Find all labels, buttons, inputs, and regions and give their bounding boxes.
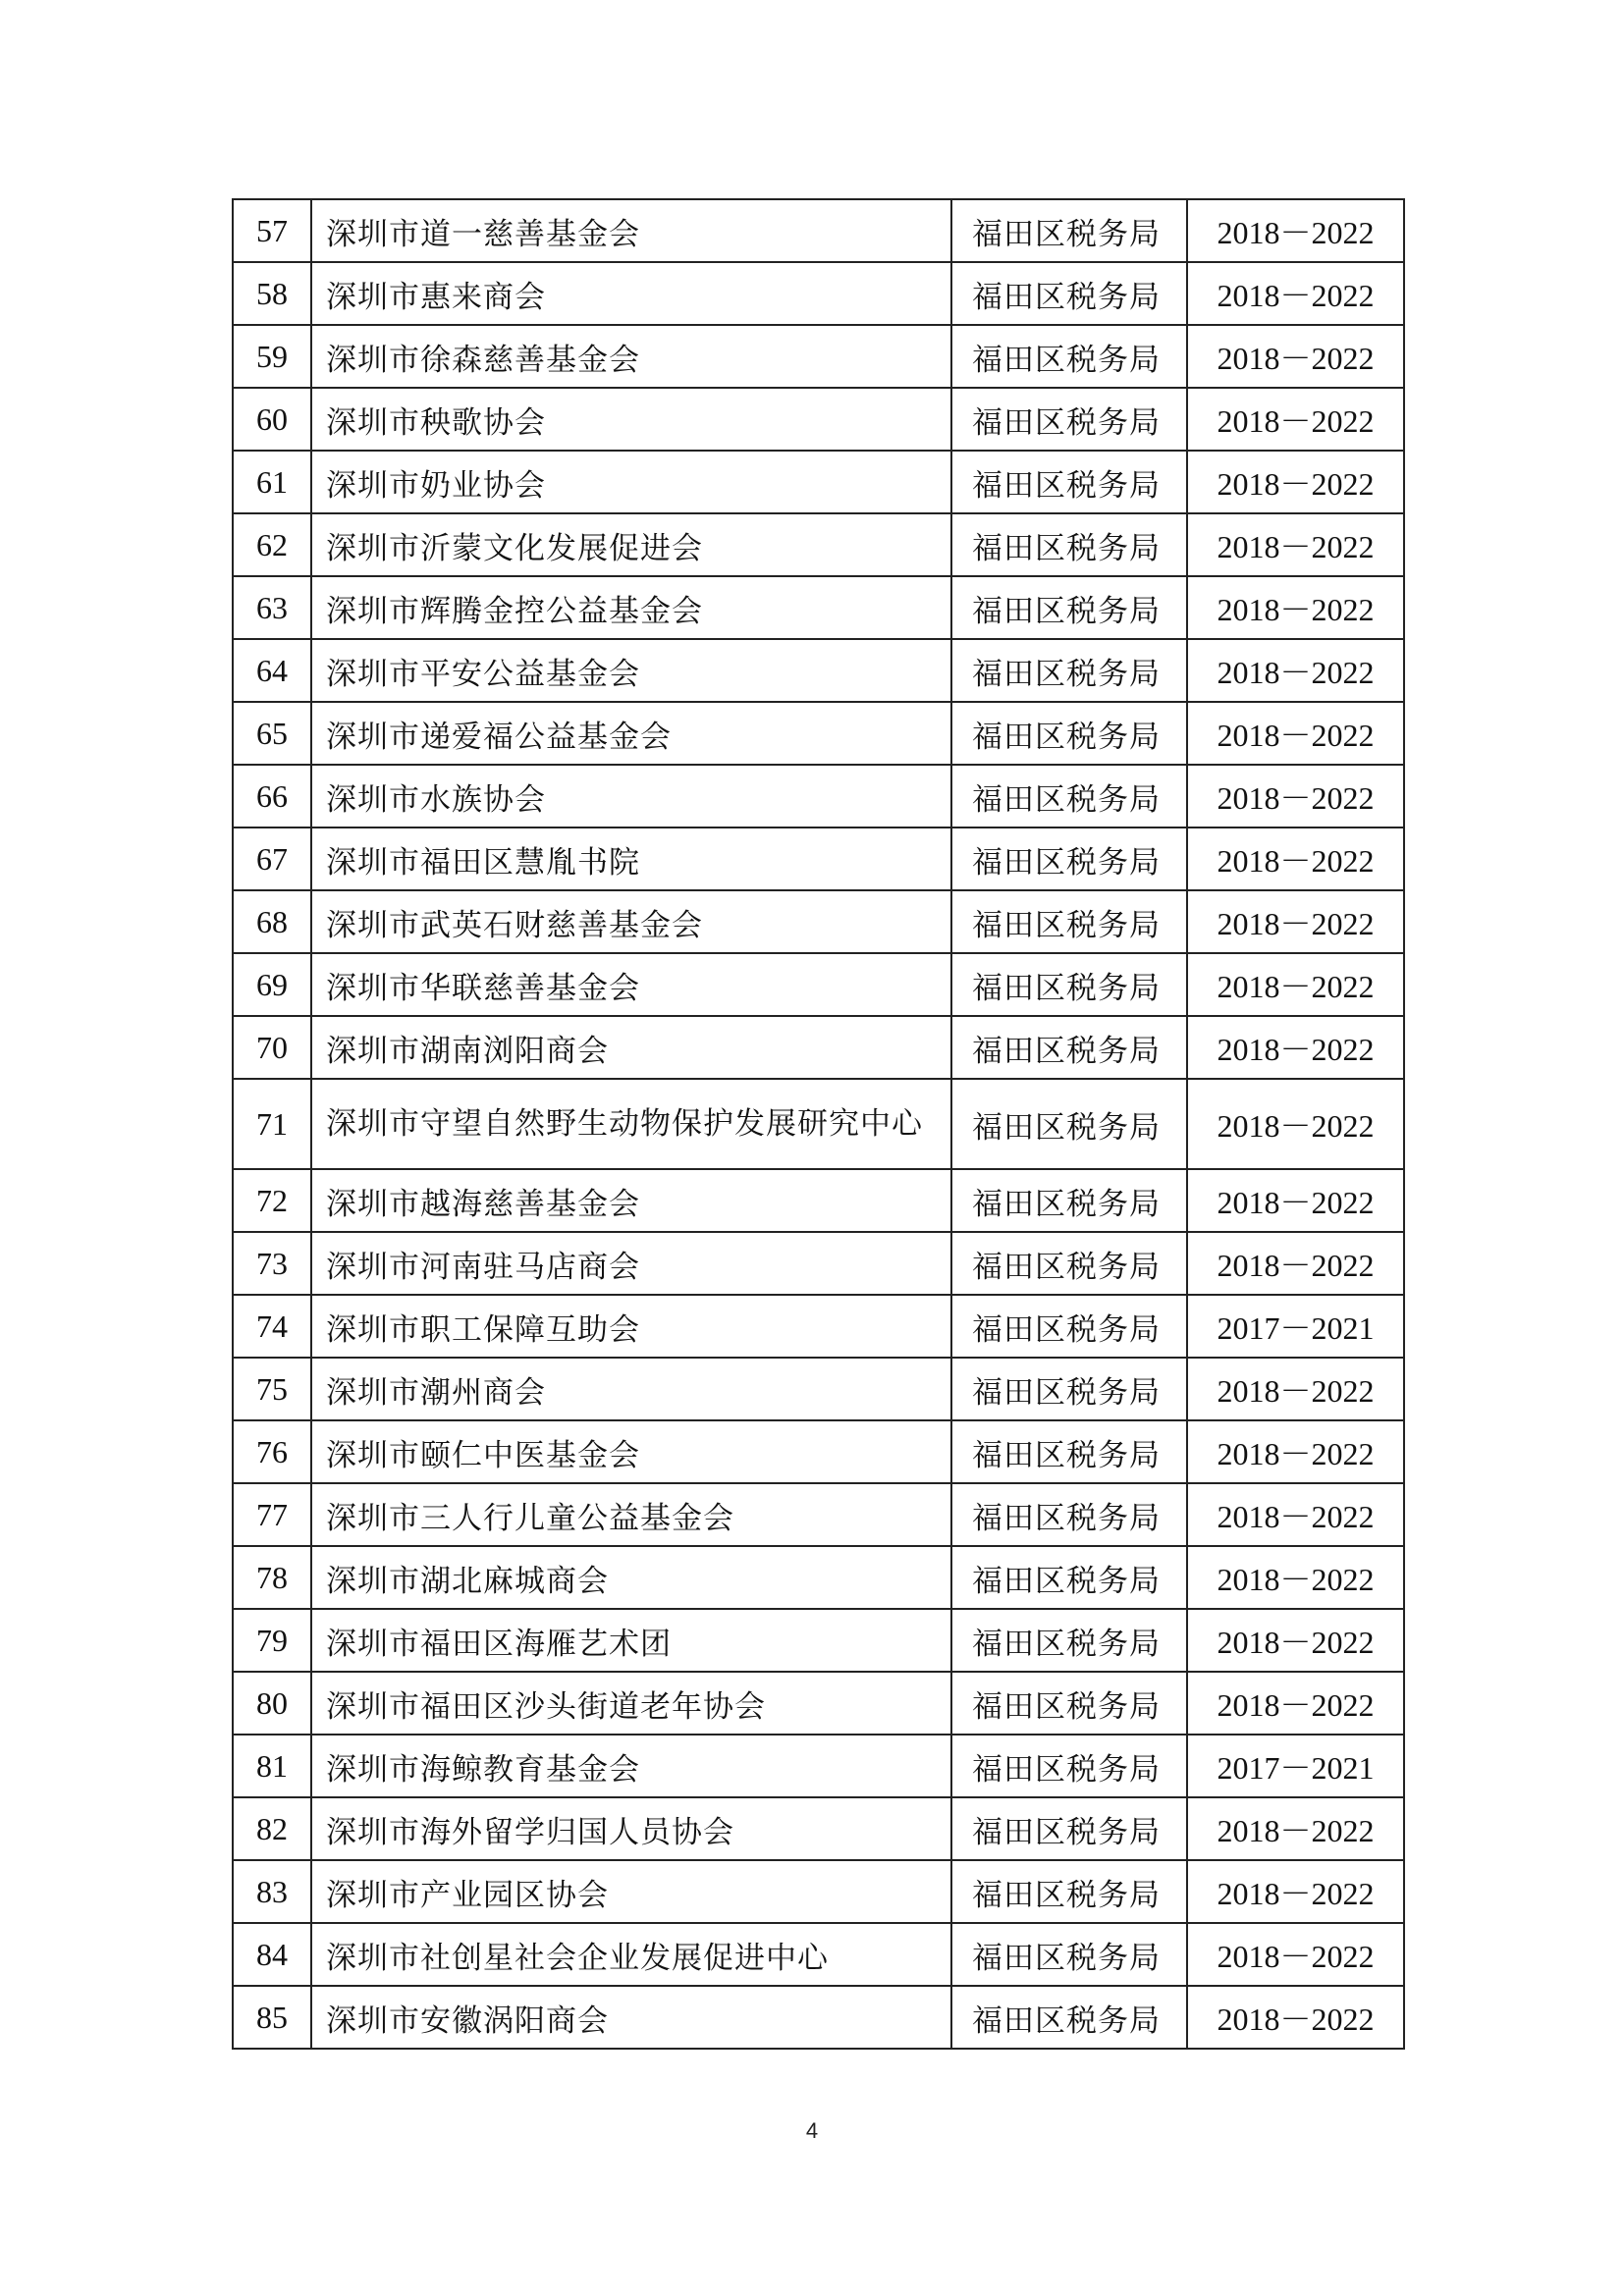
table-row	[233, 765, 1404, 828]
row-number-cell: 73	[233, 1232, 311, 1295]
validity-period-cell: 2018－2022	[1187, 199, 1404, 262]
table-row	[233, 828, 1404, 890]
table-row	[233, 199, 1404, 262]
tax-office-cell: 福田区税务局	[951, 639, 1187, 702]
row-number-cell: 61	[233, 451, 311, 513]
organization-name-cell: 深圳市水族协会	[311, 765, 951, 828]
validity-period-cell: 2017－2021	[1187, 1295, 1404, 1358]
table-row	[233, 262, 1404, 325]
validity-period-cell: 2018－2022	[1187, 702, 1404, 765]
row-number-cell: 66	[233, 765, 311, 828]
table-row	[233, 1735, 1404, 1797]
table-body	[233, 199, 1404, 2049]
tax-office-cell: 福田区税务局	[951, 953, 1187, 1016]
tax-office-cell: 福田区税务局	[951, 1232, 1187, 1295]
row-number-cell: 57	[233, 199, 311, 262]
table-row	[233, 325, 1404, 388]
tax-office-cell: 福田区税务局	[951, 1546, 1187, 1609]
validity-period-cell: 2018－2022	[1187, 388, 1404, 451]
row-number-cell: 64	[233, 639, 311, 702]
validity-period-cell: 2018－2022	[1187, 1860, 1404, 1923]
organization-name-cell: 深圳市潮州商会	[311, 1358, 951, 1420]
tax-office-cell: 福田区税务局	[951, 1986, 1187, 2049]
tax-office-cell: 福田区税务局	[951, 1079, 1187, 1169]
organization-name-cell: 深圳市产业园区协会	[311, 1860, 951, 1923]
tax-office-cell: 福田区税务局	[951, 513, 1187, 576]
organization-name-cell: 深圳市守望自然野生动物保护发展研究中心	[311, 1079, 951, 1169]
row-number-cell: 80	[233, 1672, 311, 1735]
validity-period-cell: 2018－2022	[1187, 828, 1404, 890]
validity-period-cell: 2018－2022	[1187, 1358, 1404, 1420]
validity-period-cell: 2018－2022	[1187, 576, 1404, 639]
table-row	[233, 1295, 1404, 1358]
row-number-cell: 62	[233, 513, 311, 576]
tax-office-cell: 福田区税务局	[951, 828, 1187, 890]
table-row	[233, 513, 1404, 576]
tax-office-cell: 福田区税务局	[951, 576, 1187, 639]
row-number-cell: 84	[233, 1923, 311, 1986]
organization-name-cell: 深圳市惠来商会	[311, 262, 951, 325]
organization-name-cell: 深圳市递爱福公益基金会	[311, 702, 951, 765]
organization-name-cell: 深圳市湖北麻城商会	[311, 1546, 951, 1609]
table-row	[233, 1420, 1404, 1483]
organization-name-cell: 深圳市福田区海雁艺术团	[311, 1609, 951, 1672]
row-number-cell: 58	[233, 262, 311, 325]
tax-office-cell: 福田区税务局	[951, 1797, 1187, 1860]
row-number-cell: 70	[233, 1016, 311, 1079]
row-number-cell: 69	[233, 953, 311, 1016]
tax-office-cell: 福田区税务局	[951, 890, 1187, 953]
organization-name-cell: 深圳市沂蒙文化发展促进会	[311, 513, 951, 576]
tax-office-cell: 福田区税务局	[951, 1735, 1187, 1797]
organization-name-cell: 深圳市越海慈善基金会	[311, 1169, 951, 1232]
organization-name-cell: 深圳市安徽涡阳商会	[311, 1986, 951, 2049]
validity-period-cell: 2018－2022	[1187, 262, 1404, 325]
row-number-cell: 76	[233, 1420, 311, 1483]
validity-period-cell: 2018－2022	[1187, 1546, 1404, 1609]
table-row	[233, 702, 1404, 765]
row-number-cell: 75	[233, 1358, 311, 1420]
organization-name-cell: 深圳市徐森慈善基金会	[311, 325, 951, 388]
table-row	[233, 1232, 1404, 1295]
row-number-cell: 85	[233, 1986, 311, 2049]
validity-period-cell: 2018－2022	[1187, 1483, 1404, 1546]
validity-period-cell: 2018－2022	[1187, 451, 1404, 513]
validity-period-cell: 2018－2022	[1187, 1169, 1404, 1232]
tax-office-cell: 福田区税务局	[951, 1169, 1187, 1232]
row-number-cell: 65	[233, 702, 311, 765]
validity-period-cell: 2018－2022	[1187, 1420, 1404, 1483]
table-row	[233, 1609, 1404, 1672]
table-row	[233, 1358, 1404, 1420]
organization-name-cell: 深圳市辉腾金控公益基金会	[311, 576, 951, 639]
table-row	[233, 1483, 1404, 1546]
tax-office-cell: 福田区税务局	[951, 1420, 1187, 1483]
row-number-cell: 77	[233, 1483, 311, 1546]
tax-office-cell: 福田区税务局	[951, 325, 1187, 388]
tax-office-cell: 福田区税务局	[951, 1672, 1187, 1735]
table-row	[233, 451, 1404, 513]
organization-name-cell: 深圳市河南驻马店商会	[311, 1232, 951, 1295]
organization-name-cell: 深圳市福田区沙头街道老年协会	[311, 1672, 951, 1735]
organization-name-cell: 深圳市湖南浏阳商会	[311, 1016, 951, 1079]
tax-office-cell: 福田区税务局	[951, 1923, 1187, 1986]
tax-office-cell: 福田区税务局	[951, 765, 1187, 828]
row-number-cell: 60	[233, 388, 311, 451]
validity-period-cell: 2018－2022	[1187, 1986, 1404, 2049]
table-row	[233, 1079, 1404, 1169]
organization-name-cell: 深圳市颐仁中医基金会	[311, 1420, 951, 1483]
table-row	[233, 388, 1404, 451]
row-number-cell: 82	[233, 1797, 311, 1860]
validity-period-cell: 2018－2022	[1187, 1232, 1404, 1295]
tax-office-cell: 福田区税务局	[951, 1860, 1187, 1923]
validity-period-cell: 2017－2021	[1187, 1735, 1404, 1797]
table-row	[233, 1860, 1404, 1923]
organization-name-cell: 深圳市秧歌协会	[311, 388, 951, 451]
table-row	[233, 1986, 1404, 2049]
validity-period-cell: 2018－2022	[1187, 639, 1404, 702]
validity-period-cell: 2018－2022	[1187, 953, 1404, 1016]
organization-name-cell: 深圳市华联慈善基金会	[311, 953, 951, 1016]
organization-name-cell: 深圳市职工保障互助会	[311, 1295, 951, 1358]
validity-period-cell: 2018－2022	[1187, 1079, 1404, 1169]
validity-period-cell: 2018－2022	[1187, 1672, 1404, 1735]
tax-office-cell: 福田区税务局	[951, 451, 1187, 513]
validity-period-cell: 2018－2022	[1187, 1923, 1404, 1986]
table-row	[233, 1546, 1404, 1609]
table-row	[233, 1923, 1404, 1986]
tax-office-cell: 福田区税务局	[951, 1295, 1187, 1358]
row-number-cell: 79	[233, 1609, 311, 1672]
row-number-cell: 78	[233, 1546, 311, 1609]
organization-name-cell: 深圳市奶业协会	[311, 451, 951, 513]
row-number-cell: 63	[233, 576, 311, 639]
validity-period-cell: 2018－2022	[1187, 765, 1404, 828]
page-number: 4	[805, 2118, 819, 2143]
validity-period-cell: 2018－2022	[1187, 1609, 1404, 1672]
table-row	[233, 639, 1404, 702]
tax-office-cell: 福田区税务局	[951, 262, 1187, 325]
organization-name-cell: 深圳市社创星社会企业发展促进中心	[311, 1923, 951, 1986]
table-row	[233, 1797, 1404, 1860]
table-row	[233, 576, 1404, 639]
organization-name-cell: 深圳市武英石财慈善基金会	[311, 890, 951, 953]
row-number-cell: 83	[233, 1860, 311, 1923]
organization-name-cell: 深圳市海外留学归国人员协会	[311, 1797, 951, 1860]
validity-period-cell: 2018－2022	[1187, 1797, 1404, 1860]
organization-name-cell: 深圳市三人行儿童公益基金会	[311, 1483, 951, 1546]
tax-office-cell: 福田区税务局	[951, 1609, 1187, 1672]
validity-period-cell: 2018－2022	[1187, 890, 1404, 953]
organization-name-cell: 深圳市平安公益基金会	[311, 639, 951, 702]
tax-office-cell: 福田区税务局	[951, 1483, 1187, 1546]
row-number-cell: 68	[233, 890, 311, 953]
row-number-cell: 72	[233, 1169, 311, 1232]
organization-name-cell: 深圳市道一慈善基金会	[311, 199, 951, 262]
table-row	[233, 890, 1404, 953]
row-number-cell: 67	[233, 828, 311, 890]
organization-name-cell: 深圳市福田区慧胤书院	[311, 828, 951, 890]
validity-period-cell: 2018－2022	[1187, 513, 1404, 576]
row-number-cell: 81	[233, 1735, 311, 1797]
row-number-cell: 74	[233, 1295, 311, 1358]
row-number-cell: 71	[233, 1079, 311, 1169]
organization-name-cell: 深圳市海鲸教育基金会	[311, 1735, 951, 1797]
validity-period-cell: 2018－2022	[1187, 325, 1404, 388]
tax-office-cell: 福田区税务局	[951, 1358, 1187, 1420]
table-row	[233, 953, 1404, 1016]
table-row	[233, 1169, 1404, 1232]
tax-office-cell: 福田区税务局	[951, 702, 1187, 765]
validity-period-cell: 2018－2022	[1187, 1016, 1404, 1079]
row-number-cell: 59	[233, 325, 311, 388]
organization-table	[232, 198, 1405, 2050]
tax-office-cell: 福田区税务局	[951, 199, 1187, 262]
table-row	[233, 1672, 1404, 1735]
tax-office-cell: 福田区税务局	[951, 1016, 1187, 1079]
table-row	[233, 1016, 1404, 1079]
tax-office-cell: 福田区税务局	[951, 388, 1187, 451]
